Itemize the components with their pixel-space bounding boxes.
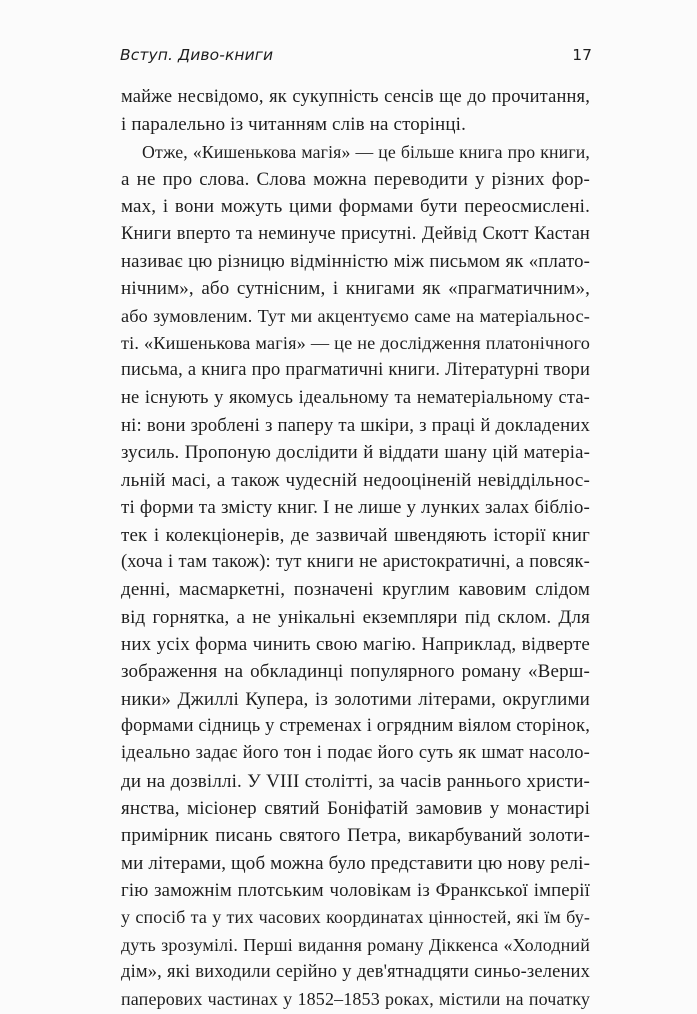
text-line: ди на дозвіллі. У VIII столітті, за часів раннього христи- bbox=[121, 770, 590, 792]
text-line: від горнятка, а не унікальні екземпляри під склом. Для bbox=[121, 606, 590, 628]
text-line: зображення на обкладинці популярного роману «Верш- bbox=[121, 661, 590, 683]
text-line: ми літерами, щоб можна було представити цю нову релі- bbox=[121, 852, 591, 874]
text-line: (хоча і там також): тут книги не аристократичні, а повсяк- bbox=[121, 551, 590, 572]
text-line: паперових частинах у 1852–1853 роках, містили на початку bbox=[121, 989, 590, 1010]
text-line: нічним», або сутнісним, і книгами як «прагматичним», bbox=[121, 278, 590, 300]
text-line: і паралельно із читанням слів на сторінці. bbox=[121, 114, 466, 136]
text-line: мах, і вони можуть цими формами бути переосмислені. bbox=[121, 196, 590, 218]
text-line: гію заможнім плотським чоловікам із Франкської імперії bbox=[121, 879, 590, 901]
text-line: у спосіб та у тих часових координатах цінностей, які їм бу- bbox=[121, 907, 590, 928]
text-line: ті. «Кишенькова магія» — це не дослідження платонічного bbox=[121, 333, 590, 354]
text-line: не існують у якомусь ідеальному та нематеріальному ста- bbox=[121, 387, 590, 408]
text-line: янства, місіонер святий Боніфатій замовив у монастирі bbox=[121, 797, 590, 819]
text-line: тек і колекціонерів, де зазвичай швендяють історії книг bbox=[121, 524, 590, 546]
running-head: Вступ. Диво-книги bbox=[120, 46, 274, 64]
text-line: них усіх форма чинить свою магію. Наприклад, відверте bbox=[121, 633, 590, 655]
text-line: письма, а книга про прагматичні книги. Літературні твори bbox=[121, 360, 590, 381]
text-line: денні, масмаркетні, позначені круглим кавовим слідом bbox=[121, 579, 590, 601]
text-line: ті форми та змісту книг. І не лише у лунких залах бібліо- bbox=[121, 497, 590, 519]
page-number: 17 bbox=[572, 46, 592, 64]
body-text bbox=[121, 84, 590, 1014]
text-line: а не про слова. Слова можна переводити у різних фор- bbox=[121, 169, 590, 191]
text-line: або зумовленим. Тут ми акцентуємо саме на матеріальнос- bbox=[121, 305, 590, 326]
text-line: формами сідниць у стременах і огрядним віялом сторінок, bbox=[121, 715, 590, 736]
text-line: дуть зрозумілі. Перші видання роману Діккенса «Холодний bbox=[121, 934, 590, 955]
text-line: зусиль. Пропоную дослідити й віддати шану цій матеріа- bbox=[121, 442, 590, 464]
text-line: льній масі, а також чудесній недооціненій невіддільнос- bbox=[121, 469, 590, 491]
text-line: ідеально задає його тон і подає його суть як шмат насоло- bbox=[121, 743, 590, 764]
text-line: ні: вони зроблені з паперу та шкіри, з праці й докладених bbox=[121, 415, 590, 437]
text-line: Отже, «Кишенькова магія» — це більше книга про книги, bbox=[142, 141, 590, 162]
text-line: Книги вперто та неминуче присутні. Дейвід Скотт Кастан bbox=[121, 223, 590, 244]
text-line: ники» Джиллі Купера, із золотими літерами, округлими bbox=[121, 688, 590, 710]
text-line: примірник писань святого Петра, викарбуваний золоти- bbox=[121, 825, 590, 847]
text-line: майже несвідомо, як сукупність сенсів ще до прочитання, bbox=[121, 87, 590, 107]
text-line: дім», які виходили серійно у дев'ятнадцяти синьо-зелених bbox=[121, 962, 590, 982]
text-line: називає цю різницю відмінністю між письмом як «плато- bbox=[121, 251, 590, 273]
